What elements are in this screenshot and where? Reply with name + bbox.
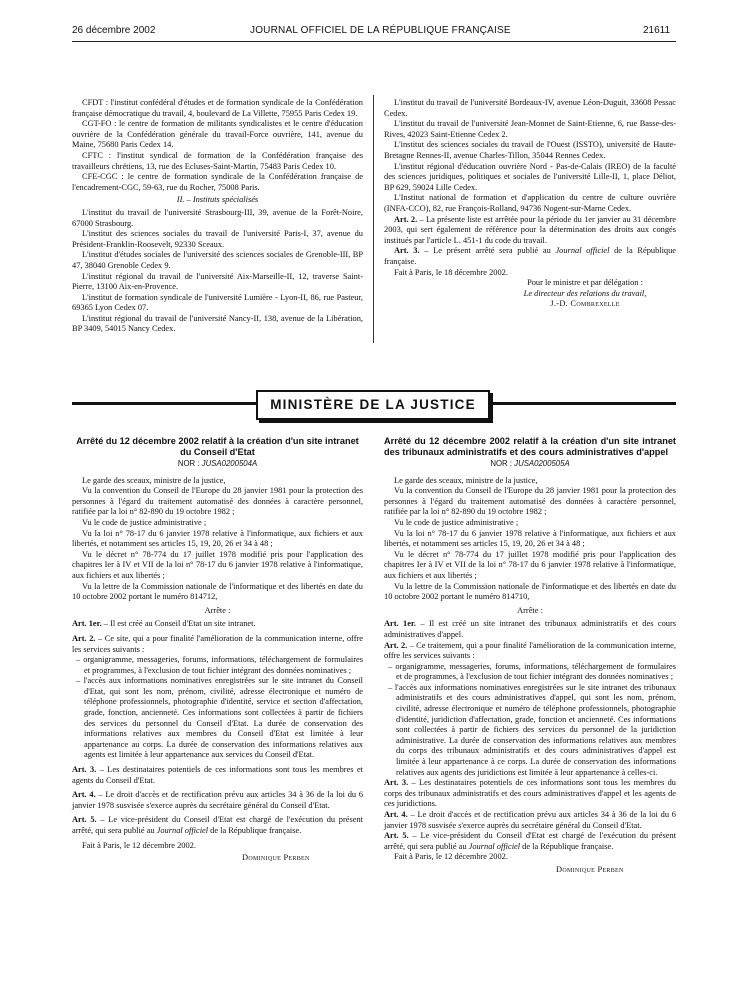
nor-label: NOR : xyxy=(490,459,515,468)
list-item: – organigramme, messageries, forums, informations, téléchargement de formulaires et de programmes, à l'exclusion de tout fichier intégrant des données nominatives ; xyxy=(396,662,676,683)
journal-officiel-ref: Journal officiel xyxy=(156,826,209,835)
vu-clause: Vu le code de justice administrative ; xyxy=(394,517,519,527)
header-journal-title: JOURNAL OFFICIEL DE LA RÉPUBLIQUE FRANÇAISE xyxy=(250,25,511,36)
nor-code: JUSA0200505A xyxy=(514,459,570,468)
article-label: Art. 4. xyxy=(72,790,96,800)
signature-name: Dominique Perben xyxy=(242,853,310,863)
top-left-column xyxy=(72,98,363,335)
article-text: – Ce site, qui a pour finalité l'amélioration de la communication interne, offre les services suivants : xyxy=(72,633,363,654)
paragraph: L'institut régional d'éducation ouvrière Nord - Pas-de-Calais (IREO) de la faculté des sciences juridiques, politiques et sociales de l'université Lille-II, 1, place Déliot, BP 629, 59024 Lille Cedex. xyxy=(384,161,676,192)
list-item: – l'accès aux informations nominatives enregistrées sur le site intranet des tribunaux administratifs et des cours administratives d'appel, qui sont les nom, prénom, civilité, adresse électronique et numéro de téléphone professionnels, photographie d'identité, juridiction d'affectation, grade, fonction et ancienneté. Ces informations sont collectées à partir de fichiers des services du personnel de la juridiction administrative. La durée de conservation des informations relatives aux membres du corps des tribunaux administratifs et des cours administratives d'appel est limitée à leur appartenance à ce corps. La durée de conservation des informations relatives aux agents des juridictions est limitée à leur appartenance à celles-ci. xyxy=(396,683,676,778)
vu-clause: Vu la convention du Conseil de l'Europe du 28 janvier 1981 pour la protection des personnes à l'égard du traitement automatisé des données à caractère personnel, ratifiée par la loi n° 82-890 du 19 octobre 1982 ; xyxy=(72,486,363,517)
article-4 xyxy=(72,790,363,811)
intro: Le garde des sceaux, ministre de la justice, xyxy=(394,475,538,485)
vu-clause: Vu le code de justice administrative ; xyxy=(82,517,207,527)
article-text: – Les destinataires potentiels de ces informations sont tous les membres du corps des tribunaux administratifs et des cours administratives d'appel et les agents de ces juridictions. xyxy=(384,778,676,809)
paragraph: L'institut du travail de l'université Strasbourg-III, 39, avenue de la Forêt-Noire, 67000 Strasbourg. xyxy=(72,207,363,228)
paragraph: L'institut des sciences sociales du travail de l'Ouest (ISSTO), université de Haute-Bretagne Rennes-II, avenue Charles-Tillon, 35044 Rennes Cedex. xyxy=(384,140,676,160)
article-1 xyxy=(72,619,363,630)
services-list xyxy=(384,662,676,779)
article-text: – Le vice-président du Conseil d'Etat est chargé de l'exécution du présent arrêté, qui sera publié au xyxy=(72,815,363,835)
header-rule xyxy=(72,41,676,42)
article-label: Art. 2. xyxy=(384,640,408,650)
article-label: Art. 3. xyxy=(384,778,409,788)
top-right-column xyxy=(384,98,676,310)
article-2 xyxy=(72,634,363,655)
article-label: Art. 3. xyxy=(394,246,420,256)
running-header xyxy=(0,25,748,39)
arrete-conseil-etat xyxy=(72,436,363,864)
intro: Le garde des sceaux, ministre de la justice, xyxy=(82,475,226,485)
header-page-number: 21611 xyxy=(643,25,671,36)
vu-clause: Vu le décret n° 78-774 du 17 juillet 1978 modifié pris pour l'application des chapitres Ier à IV et VII de la loi n° 78-17 du 6 janvier 1978 relative à l'informatique, aux fichiers et aux libertés ; xyxy=(72,549,363,580)
article-text: de la République française. xyxy=(384,246,676,266)
paragraph: L'Institut national de formation et d'application du centre de culture ouvrière (INFA-CCO), 82, rue François-Rolland, 94736 Nogent-sur-Marne Cedex. xyxy=(384,193,676,213)
arrete-title: Arrêté du 12 décembre 2002 relatif à la création d'un site intranet du Conseil d'Etat xyxy=(76,436,359,457)
nor-code: JUSA0200504A xyxy=(201,459,258,468)
article-text: – Le présent arrêté sera publié au xyxy=(419,246,556,256)
article-text: – Les destinataires potentiels de ces informations sont tous les membres et agents du Conseil d'Etat. xyxy=(72,765,363,785)
article-label: Art. 5. xyxy=(72,815,97,825)
vu-clause: Vu la lettre de la Commission nationale de l'informatique et des libertés en date du 10 octobre 2002 portant le numéro 814710, xyxy=(384,581,676,602)
services-list xyxy=(72,655,363,761)
vu-clause: Vu la lettre de la Commission nationale de l'informatique et des libertés en date du 10 octobre 2002 portant le numéro 814712, xyxy=(72,581,363,602)
nor-reference xyxy=(72,459,363,470)
done-at: Fait à Paris, le 18 décembre 2002. xyxy=(394,267,508,277)
paragraph: CFTC : l'institut syndical de formation de la Confédération française des travailleurs chrétiens, 13, rue des Ecluses-Saint-Martin, 75483 Paris Cedex 10. xyxy=(72,150,363,171)
paragraph: L'institut du travail de l'université Bordeaux-IV, avenue Léon-Duguit, 33608 Pessac Cedex. xyxy=(384,98,676,118)
article-label: Art. 3. xyxy=(72,765,97,775)
arrete-word: Arrête : xyxy=(204,605,231,615)
list-item: – organigramme, messageries, forums, informations, téléchargement de formulaires et programmes, à l'exclusion de tout fichier intégrant des données nominatives ; xyxy=(84,655,363,676)
journal-officiel-ref: Journal officiel xyxy=(555,246,610,256)
done-at: Fait à Paris, le 12 décembre 2002. xyxy=(394,852,508,862)
paragraph: L'institut d'études sociales de l'université des sciences sociales de Grenoble-III, BP 47, 38040 Grenoble Cedex 9. xyxy=(72,250,363,270)
arrete-tribunaux-administratifs xyxy=(384,436,676,876)
paragraph: L'institut de formation syndicale de l'université Lumière - Lyon-II, 86, rue Pasteur, 69365 Lyon Cedex 07. xyxy=(72,292,363,313)
article-3 xyxy=(384,778,676,810)
list-item: – l'accès aux informations nominatives enregistrées sur le site intranet du Conseil d'Etat, qui sont les nom, prénom, civilité, adresse électronique et numéro de téléphone professionnels, photographie d'identité, service et section d'affectation, grade, fonction, ancienneté. Ces informations sont collectées à partir de fichiers des services du personnel du Conseil d'Etat. La durée de conservation des informations relatives aux membres du Conseil d'Etat est limitée à leur appartenance au corps. La durée de conservation des informations relatives aux agents est limitée à leur appartenance aux services du Conseil d'Etat. xyxy=(84,676,363,761)
column-separator xyxy=(373,95,374,343)
nor-label: NOR : xyxy=(177,459,202,468)
signature-name: Dominique Perben xyxy=(556,864,624,874)
paragraph: CGT-FO : le centre de formation de militants syndicalistes et le centre d'éducation ouvrière de la Confédération générale du travail-Force ouvrière, 141, avenue du Maine, 75680 Paris Cedex 14. xyxy=(72,119,363,150)
article-text: de la République française. xyxy=(208,826,302,835)
arrete-word: Arrête : xyxy=(517,605,543,615)
article-label: Art. 4. xyxy=(384,810,408,819)
article-text: – Il est créé un site intranet des tribunaux administratifs et des cours administratives d'appel. xyxy=(384,619,677,639)
vu-clause: Vu la loi n° 78-17 du 6 janvier 1978 relative à l'informatique, aux fichiers et aux libertés, et notamment ses articles 15, 19, 20, 26 et 34 à 48 ; xyxy=(384,528,676,549)
article-5 xyxy=(384,831,676,852)
article-label: Art. 2. xyxy=(72,633,96,643)
arrete-title: Arrêté du 12 décembre 2002 relatif à la création d'un site intranet des tribunaux administratifs et des cours administratives d'appel xyxy=(384,436,676,457)
article-2 xyxy=(384,641,676,662)
article-label: Art. 1er. xyxy=(72,619,102,629)
article-text: de la République française. xyxy=(520,841,614,851)
article-3 xyxy=(72,765,363,786)
signature-title: Le directeur des relations du travail, xyxy=(523,288,647,298)
banner-rule-left xyxy=(72,402,256,405)
paragraph: L'institut des sciences sociales du travail de l'université Paris-I, 37, avenue du Président-Franklin-Roosevelt, 92330 Sceaux. xyxy=(72,229,363,249)
section-heading: II. – Instituts spécialisés xyxy=(176,195,259,205)
article-1 xyxy=(384,619,676,640)
paragraph: L'institut du travail de l'université Jean-Monnet de Saint-Etienne, 6, rue Basse-des-Rives, 42023 Saint-Etienne Cedex 2. xyxy=(384,119,676,139)
vu-clause: Vu le décret n° 78-774 du 17 juillet 1978 modifié pris pour l'application des chapitres Ier à IV et VII de la loi n° 78-17 du 6 janvier 1978 relative à l'informatique, aux fichiers et aux libertés ; xyxy=(384,549,676,580)
paragraph: L'institut régional du travail de l'université Nancy-II, 138, avenue de la Libération, BP 3409, 54015 Nancy Cedex. xyxy=(72,313,363,334)
paragraph: CFE-CGC : le centre de formation syndicale de la Confédération française de l'encadrement-CGC, 59-63, rue du Rocher, 75008 Paris. xyxy=(72,172,363,192)
article-label: Art. 1er. xyxy=(384,619,416,629)
journal-officiel-ref: Journal officiel xyxy=(468,841,521,851)
article-label: Art. 5. xyxy=(384,831,409,841)
article-text: – Ce traitement, qui a pour finalité l'amélioration de la communication interne, offre les services suivants : xyxy=(384,640,676,661)
header-date: 26 décembre 2002 xyxy=(72,25,156,36)
article-2 xyxy=(384,215,676,247)
article-text: – Le vice-président du Conseil d'Etat est chargé de l'exécution du présent arrêté, qui sera publié au xyxy=(384,831,676,851)
signature-delegation: Pour le ministre et par délégation : xyxy=(527,278,643,288)
article-text: – Le droit d'accès et de rectification prévu aux articles 34 à 36 de la loi du 6 janvier 1978 susvisée s'exerce auprès du secrétaire général du Conseil d'Etat. xyxy=(384,810,676,830)
article-5 xyxy=(72,815,363,836)
article-label: Art. 2. xyxy=(394,214,418,224)
article-text: – Le droit d'accès et de rectification prévu aux articles 34 à 36 de la loi du 6 janvier 1978 susvisée s'exerce auprès du secrétaire général du Conseil d'Etat. xyxy=(72,790,364,810)
article-4 xyxy=(384,810,676,831)
article-3 xyxy=(384,246,676,267)
paragraph: CFDT : l'institut confédéral d'études et de formation syndicale de la Confédération française démocratique du travail, 4, boulevard de La Villette, 75955 Paris Cedex 19. xyxy=(72,98,363,118)
nor-reference xyxy=(384,459,676,470)
paragraph: L'institut régional du travail de l'université Aix-Marseille-II, 12, traverse Saint-Pierre, 13100 Aix-en-Provence. xyxy=(72,271,363,292)
vu-clause: Vu la convention du Conseil de l'Europe du 28 janvier 1981 pour la protection des personnes à l'égard du traitement automatisé des données à caractère personnel, ratifiée par la loi n° 82-890 du 19 octobre 1982 ; xyxy=(384,486,676,517)
ministry-banner: MINISTÈRE DE LA JUSTICE xyxy=(256,390,490,420)
vu-clause: Vu la loi n° 78-17 du 6 janvier 1978 relative à l'informatique, aux fichiers et aux libertés, et notamment ses articles 15, 19, 20, 26 et 34 à 48 ; xyxy=(72,528,363,549)
done-at: Fait à Paris, le 12 décembre 2002. xyxy=(82,840,196,850)
banner-rule-right xyxy=(489,402,676,405)
signature-name: J.-D. Combrexelle xyxy=(550,299,620,309)
article-text: – Il est créé au Conseil d'Etat un site intranet. xyxy=(101,619,256,629)
article-text: – La présente liste est arrêtée pour la période du 1er janvier au 31 décembre 2003, qui sert également de référence pour la détermination des droits aux congés institués par l'article L. 451-1 du code du travail. xyxy=(384,214,676,245)
